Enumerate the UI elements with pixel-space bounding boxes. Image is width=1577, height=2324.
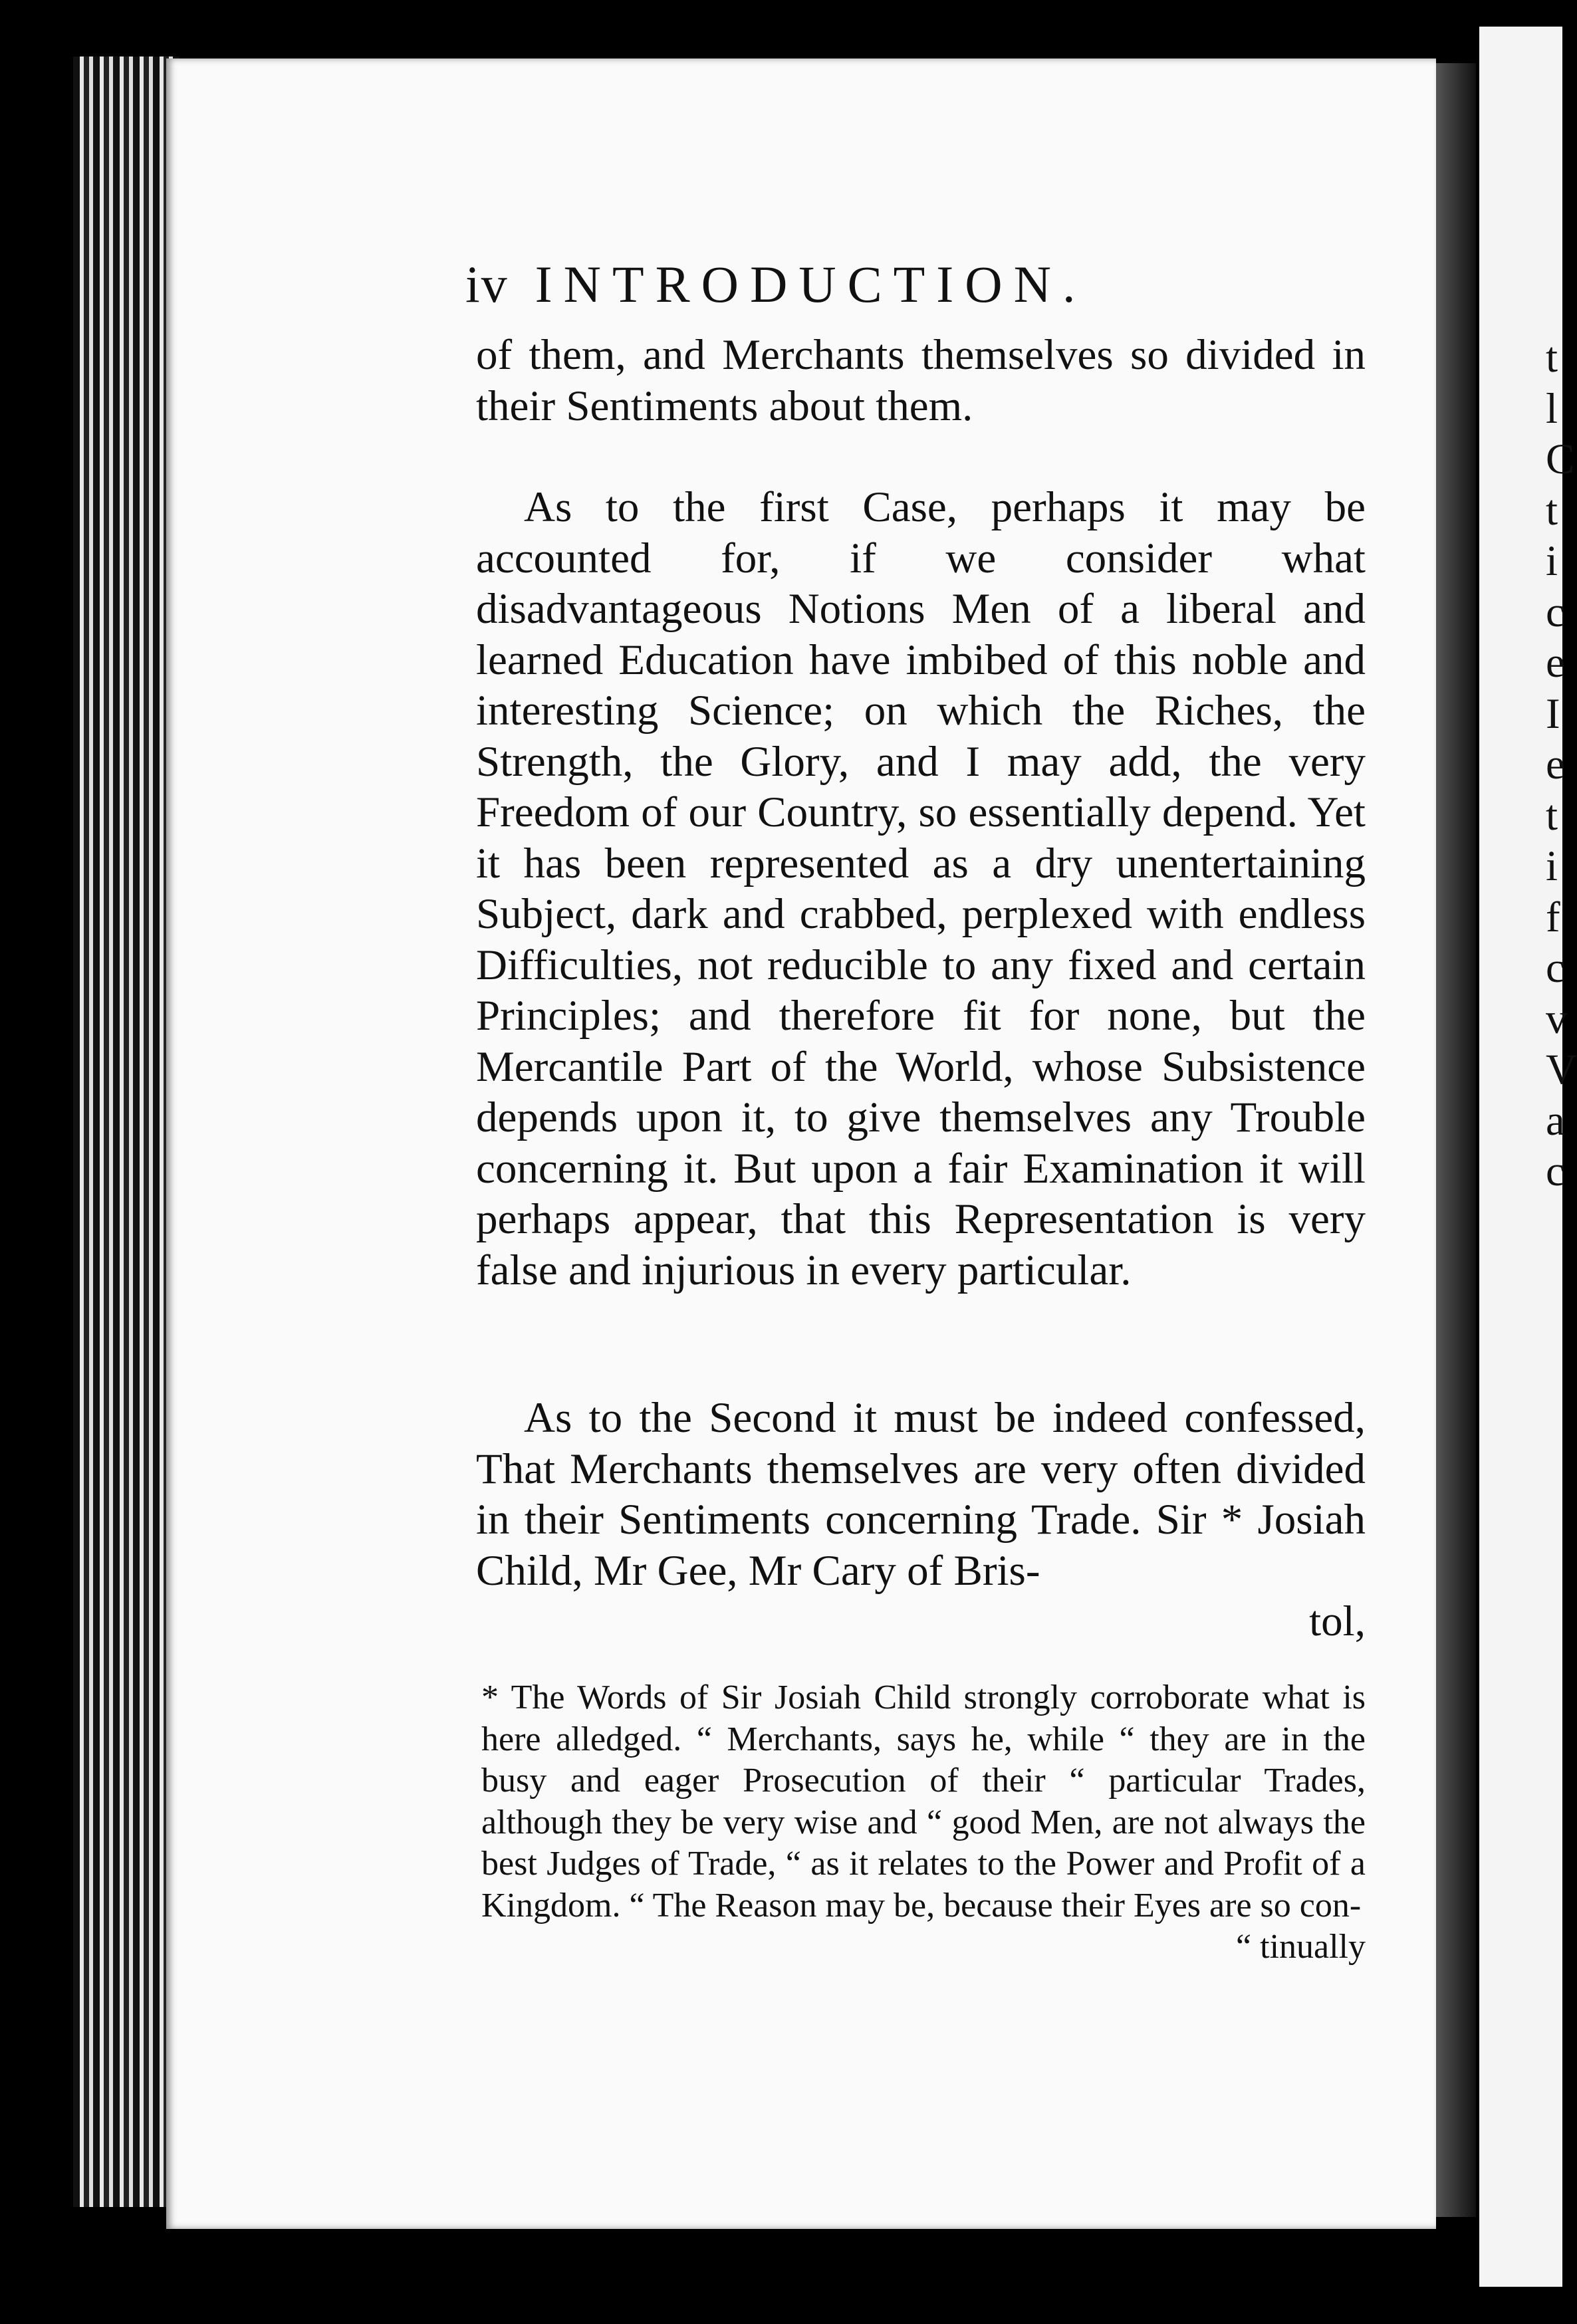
facing-page-text: t l C t i c e I e t i f c v V a c xyxy=(1546,334,1577,1195)
body-text-2 xyxy=(476,1393,1366,1647)
running-header xyxy=(465,255,1263,314)
paragraph-first-case: As to the first Case, perhaps it may be accounted for, if we consider what disadvantageous Notions Men of a liberal and learned Education have imbibed of this noble and interesting Science; on which the Riches, the Strength, the Glory, and I may add, the very Freedom of our Country, so essentially depend. Yet it has been represented as a dry unentertaining Subject, dark and crabbed, perplexed with endless Difficulties, not reducible to any fixed and certain Principles; and therefore fit for none, but the Mercantile Part of the World, whose Subsistence depends upon it, to give themselves any Trouble concerning it. But upon a fair Examination it will perhaps appear, that this Representation is very false and injurious in every particular. xyxy=(476,483,1366,1294)
footnote-catchword: “ tinually xyxy=(1236,1928,1366,1966)
running-title: INTRODUCTION. xyxy=(535,255,1087,313)
catchword: tol, xyxy=(1309,1597,1366,1645)
page-edge xyxy=(73,57,180,2207)
paragraph-continuation: of them, and Merchants themselves so divided in their Sentiments about them. xyxy=(476,331,1366,430)
page-number: iv xyxy=(465,255,509,313)
footnote xyxy=(481,1677,1366,1968)
footnote-text: * The Words of Sir Josiah Child strongly corroborate what is here alledged. “ Merchants, says he, while “ they are in the busy and eager Prosecution of their “ particular Trades, although they be very wise and “ good Men, are not always the best Judges of Trade, “ as it relates to the Power and Profit of a Kingdom. “ The Reason may be, because their Eyes are so con- xyxy=(481,1679,1366,1924)
gutter-shadow xyxy=(1436,63,1476,2217)
body-text xyxy=(476,330,1366,431)
paragraph-second-case: As to the Second it must be indeed confessed, That Merchants themselves are very often divided in their Sentiments concerning Trade. Sir * Josiah Child, Mr Gee, Mr Cary of Bris- xyxy=(476,1394,1366,1595)
body-text-1 xyxy=(476,482,1366,1296)
